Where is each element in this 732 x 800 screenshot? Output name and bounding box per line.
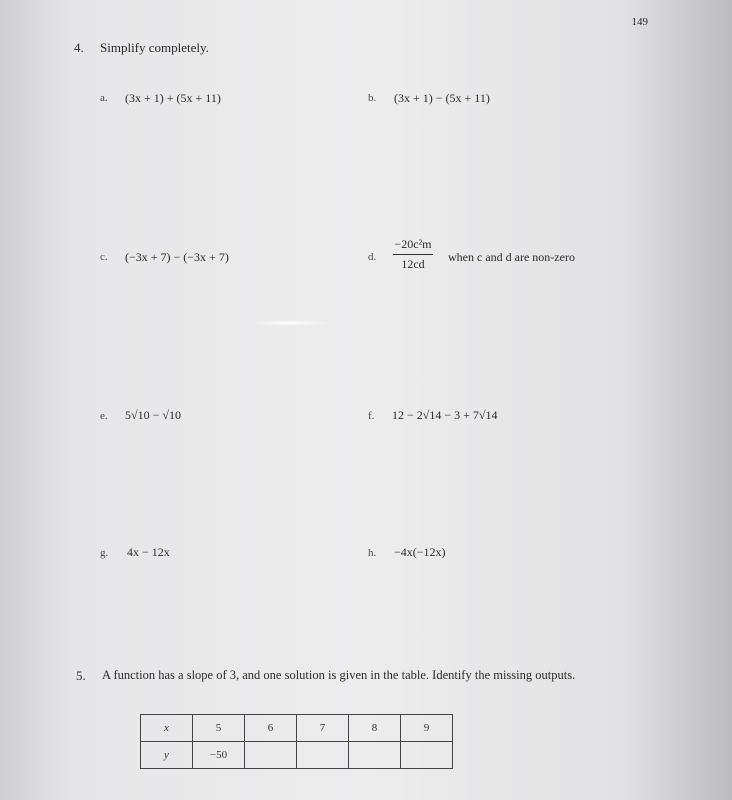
table-cell-x3: 7 bbox=[297, 715, 349, 742]
photo-glare bbox=[250, 320, 330, 326]
table-cell-y5[interactable] bbox=[401, 742, 453, 769]
problem-h-expression: −4x(−12x) bbox=[394, 545, 446, 559]
page-number: 149 bbox=[631, 16, 648, 28]
problem-b-label: b. bbox=[368, 92, 377, 104]
problem-c-label: c. bbox=[100, 251, 108, 263]
problem-d-label: d. bbox=[368, 251, 377, 263]
table-cell-y4[interactable] bbox=[349, 742, 401, 769]
fraction-denominator: 12cd bbox=[401, 257, 425, 271]
table-cell-x2: 6 bbox=[245, 715, 297, 742]
table-cell-y2[interactable] bbox=[245, 742, 297, 769]
problem-g-expression: 4x − 12x bbox=[127, 545, 170, 559]
question-5-instruction: A function has a slope of 3, and one solution is given in the table. Identify the missing outputs. bbox=[102, 668, 576, 682]
table-cell-x4: 8 bbox=[349, 715, 401, 742]
problem-d-condition: when c and d are non-zero bbox=[448, 250, 575, 264]
table-cell-y1: −50 bbox=[193, 742, 245, 769]
problem-f-label: f. bbox=[368, 410, 375, 422]
table-header-y: y bbox=[141, 742, 193, 769]
table-header-x: x bbox=[141, 715, 193, 742]
problem-g-label: g. bbox=[100, 547, 109, 559]
problem-b-expression: (3x + 1) − (5x + 11) bbox=[394, 91, 490, 105]
question-4-instruction: Simplify completely. bbox=[100, 40, 209, 55]
problem-c-expression: (−3x + 7) − (−3x + 7) bbox=[125, 250, 229, 264]
question-4-number: 4. bbox=[74, 40, 84, 55]
problem-h-label: h. bbox=[368, 547, 377, 559]
table-cell-x1: 5 bbox=[193, 715, 245, 742]
problem-a-expression: (3x + 1) + (5x + 11) bbox=[125, 91, 221, 105]
problem-a-label: a. bbox=[100, 92, 108, 104]
table-cell-x5: 9 bbox=[401, 715, 453, 742]
problem-f-expression: 12 − 2√14 − 3 + 7√14 bbox=[392, 408, 498, 422]
table-row-x bbox=[141, 715, 453, 742]
question-5-number: 5. bbox=[76, 668, 86, 683]
problem-e-expression: 5√10 − √10 bbox=[125, 408, 181, 422]
fraction-numerator: −20c²m bbox=[393, 237, 433, 255]
problem-e-label: e. bbox=[100, 410, 108, 422]
table-row-y bbox=[141, 742, 453, 769]
problem-d-fraction bbox=[393, 237, 433, 272]
table-cell-y3[interactable] bbox=[297, 742, 349, 769]
function-table bbox=[140, 714, 453, 769]
